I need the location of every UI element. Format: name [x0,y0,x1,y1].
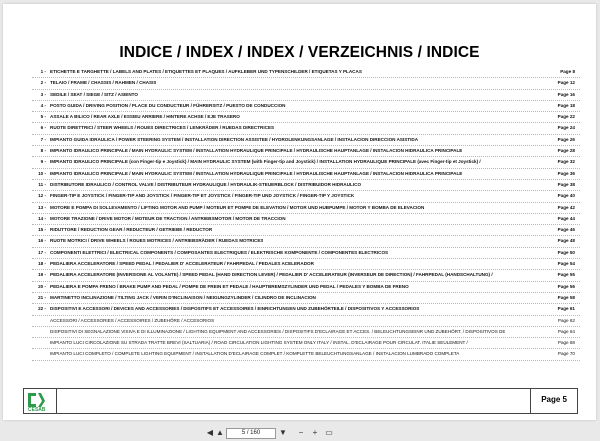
index-row-title: DISPOSITIVI DI SEGNALAZIONE VISIVA E DI ILLUMINAZIONE / LIGHTING EQUIPMENT AND ACCESSORIES / DISPOSITIFS D'ECLAIRAGE ET ACCES. / BELEUCHTUNGSEINR UND ZUBEHÖRT. / DISPOSITIVOS DE [50,328,506,334]
index-row-title: PEDALIERA E POMPA FRENO / BRAKE PUMP AND PEDAL / POMPE DE FREIN ET PEDALE / HAUPTBREMSZYLINDER UND PEDAL / PEDALES Y BOMBA DE FRENO [50,283,409,289]
index-row-number: 16 - [38,238,46,244]
index-row-page: Page 42 [557,204,575,210]
zoom-in-icon[interactable]: + [312,428,318,437]
index-row[interactable] [32,67,580,78]
index-row-page: Page 22 [557,114,575,120]
page-footer [23,388,578,414]
footer-page-label: Page 5 [541,395,567,404]
index-row-number: 15 - [38,227,46,233]
index-row-title: IMPIANTO IDRAULICO PRINCIPALE / MAIN HYDRAULIC SYSTEM / INSTALLATION HYDRAULIQUE PRINCIPALE / HYDRAULISCHE HAUPTANLAGE / INSTALACION HIDRAULICA PRINCIPALE [50,170,463,176]
index-row-number: 5 - [40,114,46,120]
index-row-number: 3 - [40,91,46,97]
logo-box [24,389,57,413]
page-title: INDICE / INDEX / INDEX / VERZEICHNIS / INDICE [119,44,480,61]
index-row-page: Page 44 [557,215,575,221]
index-row-page: Page 61 [557,306,575,312]
index-row[interactable] [32,225,580,236]
index-row-number: 7 - [40,136,46,142]
index-row-number: 17 - [38,249,46,255]
index-row[interactable] [32,316,580,327]
page-up-icon[interactable]: ▲ [216,428,224,437]
index-row[interactable] [32,259,580,270]
index-row[interactable] [32,169,580,180]
index-row-number: 8 - [40,148,46,154]
index-row-title: DISPOSITIVI E ACCESSORI / DEVICES AND ACCESSORIES / DISPOSITIFS ET ACCESSOIRES / EINRICHTUNGEN UND ZUBEHÖRTEILE / DISPOSITIVOS Y ACCESSORIOS [50,306,420,312]
index-row[interactable] [32,248,580,259]
index-row-number: 11 - [38,181,46,187]
index-row-page: Page 32 [557,159,575,165]
index-row-page: Page 28 [557,148,575,154]
index-row-title: MARTINETTO INCLINAZIONE / TILTING JACK / VERIN D'INCLINAISON / NEIGUNGZYLINDER / CILINDRO DE INCLINACION [50,294,316,300]
index-row-title: MOTORE E POMPA DI SOLLEVAMENTO / LIFTING MOTOR AND PUMP / MOTEUR ET POMPE DE ELEVATION / MOTOR UND HUBPUMPE / MOTOR Y BOMBA DE ELEVACION [50,204,425,210]
index-row-page: Page 26 [557,136,575,142]
index-row-title: ACCESSORI / ACCESSORIES / ACCESSOIRES / ZUBEHÖRE / ACCESORIOS [50,317,215,323]
page-down-icon[interactable]: ▼ [279,428,287,437]
index-row-page: Page 50 [557,249,575,255]
index-row[interactable] [32,338,580,349]
index-row-page: Page 16 [557,91,575,97]
index-row[interactable] [32,191,580,202]
index-row-title: ETICHETTE E TARGHETTE / LABELS AND PLATES / ETIQUETTES ET PLAQUES / AUFKLEBER UND TYPENSCHILDER / ETIQUETAS Y PLACAS [50,69,362,74]
index-row-page: Page 58 [557,294,575,300]
index-row[interactable] [32,236,580,247]
zoom-out-icon[interactable]: − [298,428,304,437]
index-row[interactable] [32,157,580,168]
index-row-title: PEDALIERA ACCELERATORE (INVERSIONE AL VOLANTE) / SPEED PEDAL (HAND DIRECTION LEVER) / PEDALIER D' ACCELERATEUR (INVERSEUR DE DIRECTION) / FAHRPEDAL (HANDSCHALTUNG) / [50,272,493,278]
index-row[interactable] [32,90,580,101]
index-row-number: 19 - [38,272,46,278]
index-row-title: POSTO GUIDA / DRIVING POSITION / PLACE DU CONDUCTEUR / FÜHRERSITZ / PUESTO DE CONDUCCION [50,102,286,108]
index-row-page: Page 54 [557,261,575,267]
index-row-page: Page 55 [557,272,575,278]
index-row-title: IMPIANTO LUCI CIRCOLAZIONE SU STRADA TRATTE BREVI (SALTUARIA) / ROAD CIRCULATION LIGHTING SYSTEM ONLY ITALY / INSTAL. D'ECLAIRAGE POUR CIRCULAT. ITALIE SEULEMENT / [50,340,468,346]
index-row-title: PEDALIERA ACCELERATORE / SPEED PEDAL / PEDALIER D' ACCELERATEUR / FAHRPEDAL / PEDALES ACELERADOR [50,261,314,267]
index-row-title: IMPIANTO IDRAULICO PRINCIPALE (con Finger-tip e Joystick) / MAIN HYDRAULIC SYSTEM (with Finger-tip and Joystick) / INSTALLATION HYDRAULIQUE PRINCIPALE (avec Finger-tip et Joystick) / [50,159,481,165]
index-row[interactable] [32,180,580,191]
index-row[interactable] [32,135,580,146]
index-row-number: 6 - [40,125,46,131]
index-row-title: RUOTE MOTRICI / DRIVE WHEELS / ROUES MOTRICES / ANTRIEBSRÄDER / RUEDAS MOTRICES [50,238,264,244]
index-row-number: 4 - [40,102,46,108]
index-row-page: Page 8 [560,69,575,74]
index-row-title: IMPIANTO GUIDA IDRAULICA / POWER STEERING SYSTEM / INSTALLATION DIRECTION ASSISTEE / HYDROLENKUNGSANLAGE / INSTALACION DIRECCION ASISTIDA [50,136,419,142]
footer-divider [530,389,531,413]
index-row-number: 1 - [40,69,46,74]
index-row-page: Page 48 [557,238,575,244]
index-row-page: Page 38 [557,181,575,187]
index-row-number: 18 - [38,261,46,267]
index-row-title: ASSALE A BILICO / REAR AXLE / ESSIEU ARRIERE / HINTERE ACHSE / EJE TRASERO [50,114,240,120]
index-row-number: 12 - [38,193,46,199]
index-row[interactable] [32,270,580,281]
index-row[interactable] [32,146,580,157]
index-row-number: 2 - [40,80,46,86]
index-row-page: Page 24 [557,125,575,131]
index-row[interactable] [32,101,580,112]
index-row-page: Page 36 [557,170,575,176]
index-row-title: TELAIO / FRAME / CHASSIS / RAHMEN / CHASIS [50,80,157,86]
page-number-input[interactable]: 5 / 160 [226,428,276,439]
index-row[interactable] [32,293,580,304]
index-row[interactable] [32,203,580,214]
index-row-number: 14 - [38,215,46,221]
prev-page-icon[interactable]: ◀ [206,428,214,437]
index-row[interactable] [32,327,580,338]
index-row-title: RIDUTTORE / REDUCTION GEAR / REDUCTEUR / GETRIEBE / REDUCTOR [50,227,213,233]
index-row-number: 20 - [38,283,46,289]
fit-page-icon[interactable]: ▭ [325,428,333,437]
viewer-toolbar [0,425,600,441]
index-row-title: SEDILE / SEAT / SIEGE / SITZ / ASIENTO [50,91,138,97]
index-row[interactable] [32,282,580,293]
index-row-title: FINGER-TIP E JOYSTICK / FINGER-TIP AND JOYSTICK / FINGER-TIP ET JOYSTICK / FINGER-TIP UND JOYSTICK / FINGER-TIP Y JOYSTICK [50,193,355,199]
index-row[interactable] [32,123,580,134]
index-row-page: Page 56 [557,283,575,289]
index-row-page: Page 62 [557,317,575,323]
index-row-number: 10 - [38,170,46,176]
logo-text: CESAB [28,407,46,413]
index-row[interactable] [32,112,580,123]
document-page [3,4,596,420]
index-row-title: DISTRIBUTORE IDRAULICO / CONTROL VALVE / DISTRIBUTEUR HYDRAULIQUE / HYDRAULIK-STEUERBLOCK / DISTRIBUIDOR HIDRAULICO [50,181,362,187]
index-row-number: 21 - [38,294,46,300]
index-row-number: 22 - [38,306,46,312]
index-row[interactable] [32,349,580,360]
index-row-title: IMPIANTO LUCI COMPLETO / COMPLETE LIGHTING EQUIPMENT / INSTALLATION D'ECLAIRAGE COMPLET / KOMPLETTE BELEUCHTUNGSANLAGE / INSTALACION LUMBRADO COMPLETA [50,351,460,357]
index-row[interactable] [32,304,580,315]
index-row-page: Page 40 [557,193,575,199]
index-list [32,67,580,361]
index-row[interactable] [32,78,580,89]
index-row-title: RUOTE DIRETTRICI / STEER WHEELS / ROUES DIRECTRICES / LENKRÄDER / RUEDAS DIRECTRICES [50,125,275,131]
index-row-number: 13 - [38,204,46,210]
index-row-page: Page 46 [557,227,575,233]
index-row[interactable] [32,214,580,225]
index-row-number: 9 - [40,159,46,165]
index-row-page: Page 12 [557,80,575,86]
cesab-logo-icon [24,389,56,413]
index-row-page: Page 64 [557,328,575,334]
index-row-title: MOTORE TRAZIONE / DRIVE MOTOR / MOTEUR DE TRACTION / ANTRIEBSMOTOR / MOTOR DE TRACCION [50,215,286,221]
index-row-page: Page 68 [557,340,575,346]
index-row-page: Page 70 [557,351,575,357]
index-row-title: COMPONENTI ELETTRICI / ELECTRICAL COMPONENTS / COMPOSANTES ELECTRIQUES / ELEKTRISCHE KOMPONENTE / COMPONENTES ELECTRICOS [50,249,389,255]
index-row-page: Page 18 [557,102,575,108]
index-row-title: IMPIANTO IDRAULICO PRINCIPALE / MAIN HYDRAULIC SYSTEM / INSTALLATION HYDRAULIQUE PRINCIPALE / HYDRAULISCHE HAUPTANLAGE / INSTALACION HIDRAULICA PRINCIPALE [50,148,463,154]
